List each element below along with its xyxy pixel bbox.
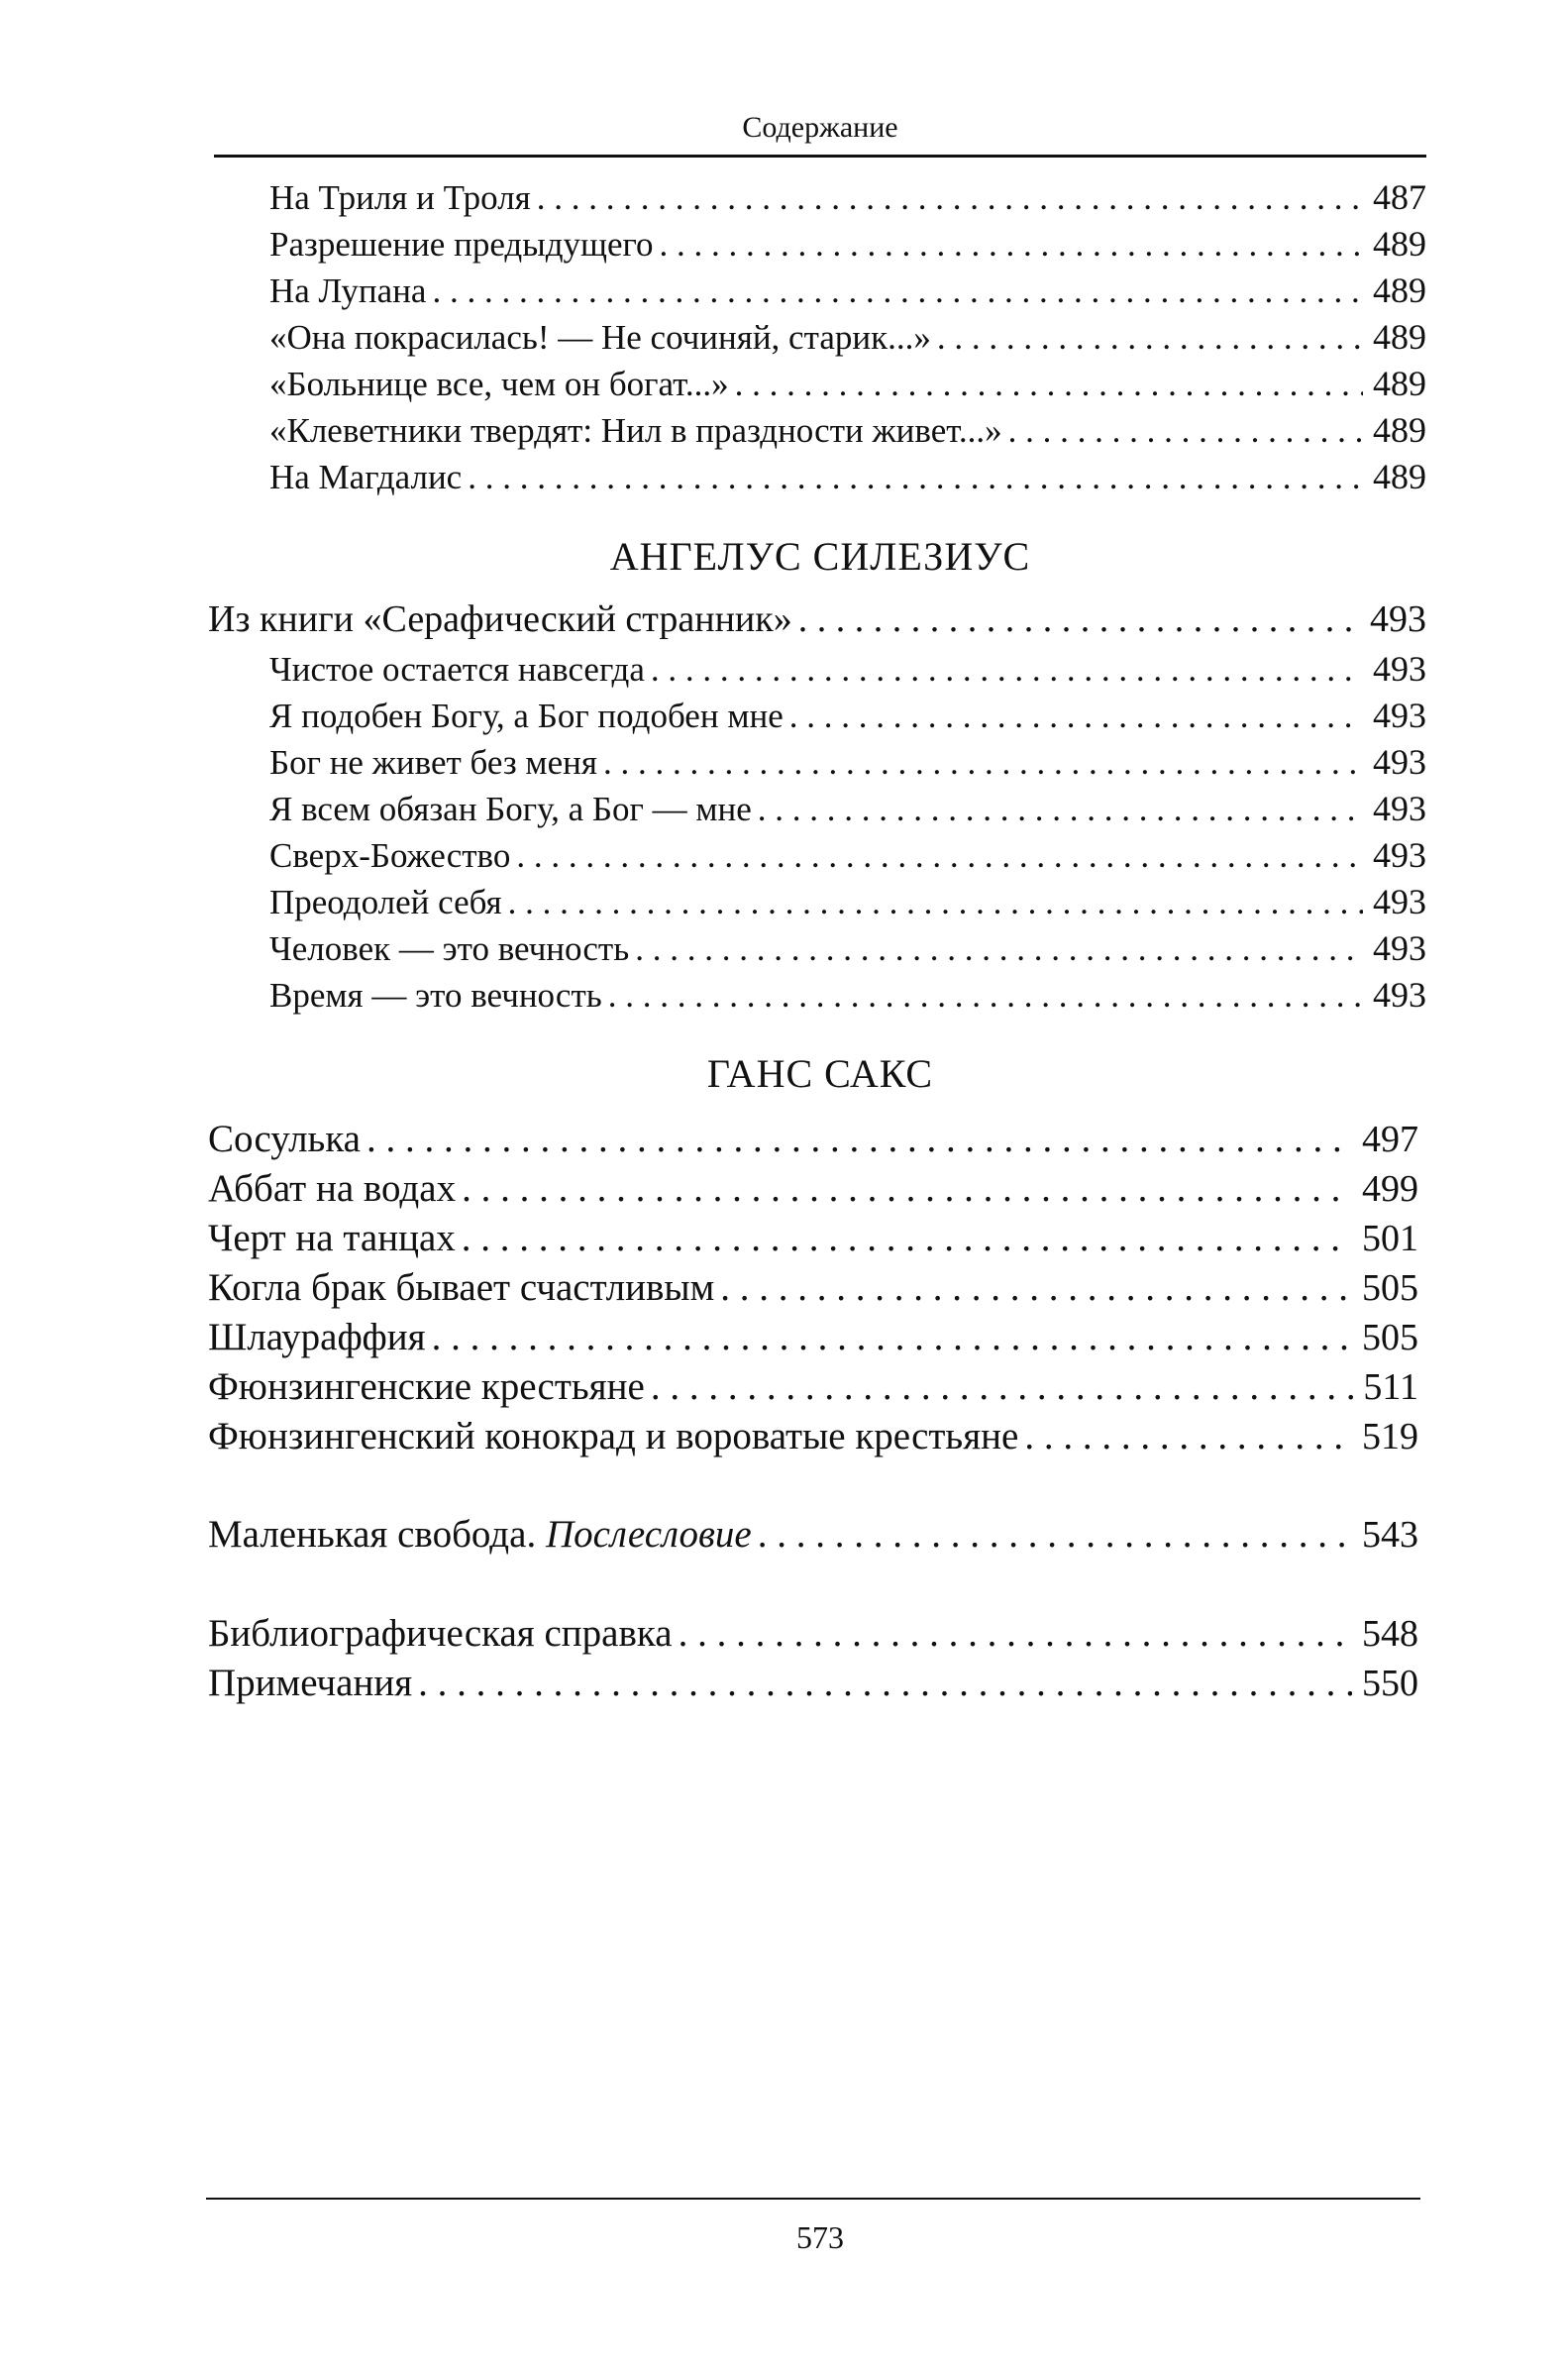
leader-dots: [432, 271, 1363, 311]
entry-page: 493: [1373, 742, 1426, 782]
toc-entry-book[interactable]: [208, 597, 1426, 641]
toc-entry[interactable]: [269, 788, 1426, 829]
leader-dots: [798, 597, 1360, 641]
entry-page: 519: [1362, 1416, 1418, 1457]
toc-entry[interactable]: [208, 1216, 1418, 1260]
toc-entry[interactable]: [269, 223, 1426, 265]
leader-dots: [462, 1166, 1352, 1211]
entry-page: 499: [1362, 1168, 1418, 1210]
entry-page: 501: [1362, 1218, 1418, 1259]
entry-title: [208, 1512, 752, 1557]
entry-page: 505: [1362, 1267, 1418, 1309]
leader-dots: [537, 178, 1363, 218]
entry-page: 489: [1373, 317, 1426, 357]
page-number: 573: [796, 2219, 844, 2255]
entry-page: 497: [1362, 1119, 1418, 1160]
toc-entry[interactable]: [208, 1166, 1418, 1211]
leader-dots: [660, 225, 1364, 265]
leader-dots: [635, 929, 1363, 969]
leader-dots: [651, 1364, 1354, 1409]
toc-entry[interactable]: [269, 648, 1426, 690]
entry-page: 489: [1373, 410, 1426, 450]
leader-dots: [603, 743, 1363, 783]
toc-entry[interactable]: [269, 741, 1426, 783]
leader-dots: [1008, 411, 1363, 451]
toc-entry[interactable]: [208, 1117, 1418, 1161]
entry-title: На Триля и Троля: [269, 178, 531, 217]
entry-page: 489: [1373, 364, 1426, 403]
toc-entry[interactable]: [208, 1364, 1418, 1409]
entry-page: 493: [1373, 789, 1426, 828]
entry-title: Преодолей себя: [269, 883, 502, 921]
entry-title: На Лупана: [269, 271, 427, 310]
leader-dots: [937, 318, 1363, 358]
entry-page: 505: [1362, 1317, 1418, 1358]
entry-page: 493: [1373, 696, 1426, 735]
leader-dots: [735, 365, 1363, 404]
entry-title: Я подобен Богу, а Бог подобен мне: [269, 697, 784, 735]
entry-title: Человек — это вечность: [269, 929, 630, 968]
leader-dots: [432, 1315, 1352, 1359]
entry-title: Бог не живет без меня: [269, 743, 597, 782]
leader-dots: [758, 790, 1363, 829]
toc-entry[interactable]: [269, 316, 1426, 358]
afterword-title-italic: Послесловие: [545, 1513, 752, 1556]
toc-entry[interactable]: [269, 927, 1426, 969]
entry-page: 493: [1373, 928, 1426, 968]
toc-entry[interactable]: [269, 695, 1426, 736]
entry-title: Фюнзингенские крестьяне: [208, 1365, 645, 1408]
entry-page: 493: [1370, 598, 1426, 640]
leader-dots: [418, 1661, 1352, 1705]
toc-entry[interactable]: [208, 1661, 1418, 1705]
toc-entry[interactable]: [269, 270, 1426, 311]
leader-dots: [516, 836, 1363, 876]
entry-page: 550: [1362, 1663, 1418, 1704]
toc-entry[interactable]: [269, 974, 1426, 1016]
leader-dots: [366, 1117, 1352, 1161]
entry-title: Шлаураффия: [208, 1316, 426, 1358]
toc-entry[interactable]: [208, 1611, 1418, 1656]
entry-title: Время — это вечность: [269, 976, 602, 1015]
entry-title: Аббат на водах: [208, 1167, 457, 1210]
toc-entry[interactable]: [208, 1265, 1418, 1310]
entry-page: 493: [1373, 835, 1426, 875]
entry-page: 511: [1363, 1366, 1418, 1408]
entry-title: Библиографическая справка: [208, 1612, 673, 1655]
toc-entry[interactable]: [269, 176, 1426, 218]
entry-page: 489: [1373, 457, 1426, 496]
entry-title: Примечания: [208, 1662, 413, 1704]
entry-page: 489: [1373, 270, 1426, 310]
toc-entry-afterword[interactable]: [208, 1512, 1418, 1557]
leader-dots: [608, 976, 1363, 1016]
entry-title: На Магдалис: [269, 458, 463, 496]
entry-title: «Клеветники твердят: Нил в праздности живет...»: [269, 411, 1002, 450]
toc-entry[interactable]: [208, 1315, 1418, 1359]
section-heading-angelus: АНГЕЛУС СИЛЕЗИУС: [609, 534, 1031, 579]
toc-entry[interactable]: [269, 409, 1426, 451]
entry-title: Когла брак бывает счастливым: [208, 1266, 715, 1309]
leader-dots: [651, 650, 1363, 690]
entry-title: Сверх-Божество: [269, 836, 511, 875]
entry-page: 493: [1373, 649, 1426, 689]
leader-dots: [789, 697, 1363, 736]
footer-rule: [206, 2198, 1420, 2200]
afterword-title: Маленькая свобода.: [208, 1513, 537, 1556]
toc-entry[interactable]: [269, 834, 1426, 876]
entry-page: 489: [1373, 224, 1426, 264]
entry-page: 543: [1362, 1514, 1418, 1556]
leader-dots: [758, 1512, 1352, 1557]
section-heading-sachs: ГАНС САКС: [706, 1051, 934, 1096]
toc-entry[interactable]: [269, 881, 1426, 922]
entry-page: 548: [1362, 1613, 1418, 1655]
leader-dots: [508, 883, 1363, 922]
leader-dots: [679, 1611, 1352, 1656]
entry-title: Из книги «Серафический странник»: [208, 598, 792, 640]
toc-entry[interactable]: [269, 363, 1426, 404]
entry-title: Фюнзингенский конокрад и вороватые крестьяне: [208, 1415, 1019, 1457]
leader-dots: [1024, 1414, 1352, 1458]
entry-title: Черт на танцах: [208, 1217, 456, 1259]
entry-page: 493: [1373, 882, 1426, 921]
entry-title: «Больнице все, чем он богат...»: [269, 365, 729, 403]
toc-entry[interactable]: [269, 456, 1426, 497]
entry-title: «Она покрасилась! — Не сочиняй, старик...»: [269, 318, 931, 357]
leader-dots: [720, 1265, 1352, 1310]
entry-title: Сосулька: [208, 1118, 361, 1160]
entry-title: Чистое остается навсегда: [269, 650, 645, 689]
entry-page: 487: [1373, 177, 1426, 217]
entry-title: Разрешение предыдущего: [269, 225, 654, 264]
leader-dots: [462, 1216, 1352, 1260]
entry-title: Я всем обязан Богу, а Бог — мне: [269, 790, 752, 828]
entry-page: 493: [1373, 975, 1426, 1015]
running-head: Содержание: [742, 111, 898, 144]
header-rule: [214, 155, 1426, 158]
leader-dots: [468, 458, 1363, 497]
toc-entry[interactable]: [208, 1414, 1418, 1458]
